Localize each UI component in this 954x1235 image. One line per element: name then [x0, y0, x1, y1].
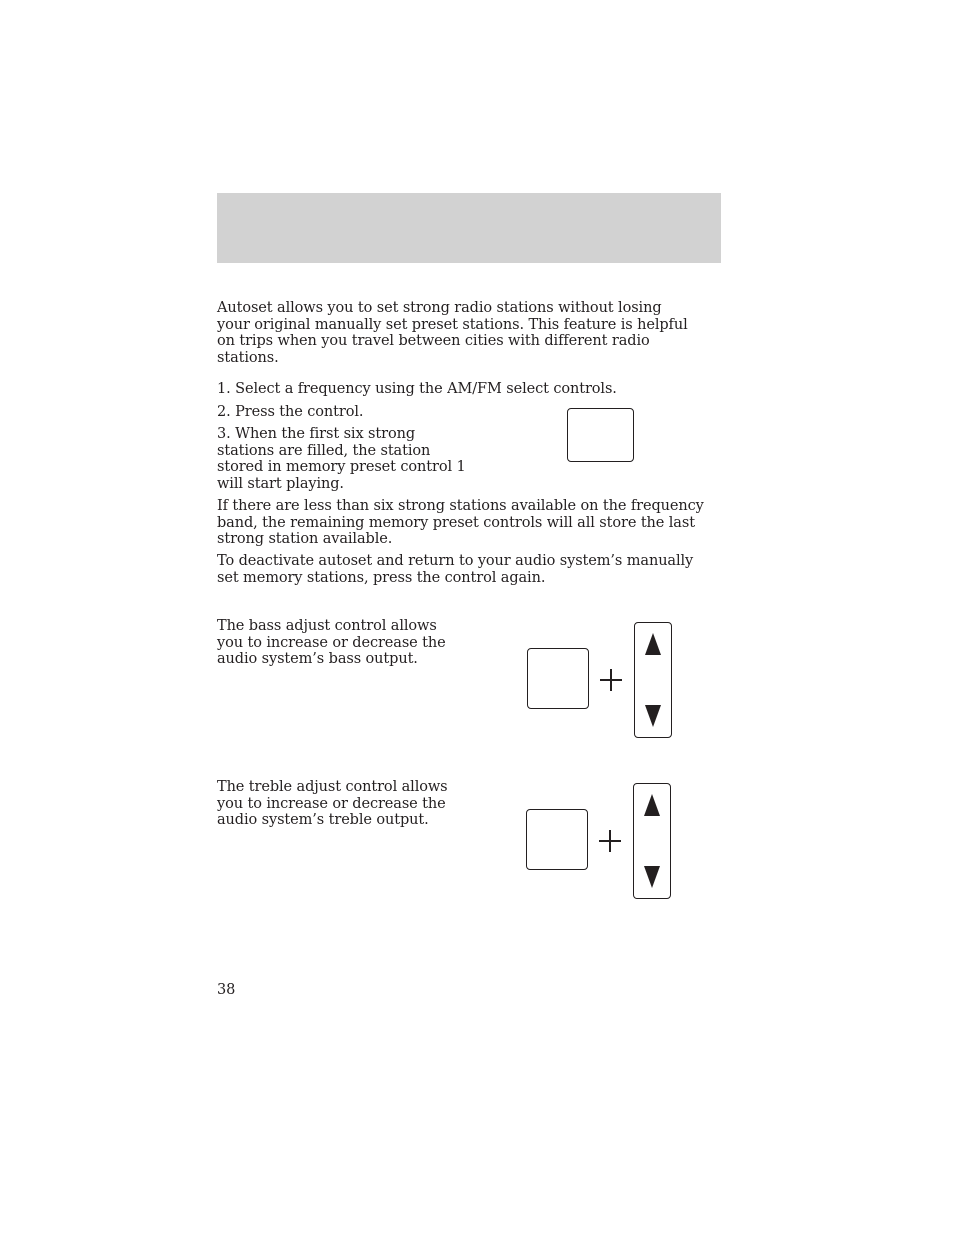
- arrow-up-icon: [644, 794, 660, 816]
- page-number: 38: [217, 982, 236, 998]
- plus-icon: [599, 830, 621, 852]
- arrow-up-icon: [645, 633, 661, 655]
- bass-description: The bass adjust control allows you to increase or decrease the audio system’s bass output.: [217, 618, 446, 668]
- treble-control-icon: [526, 809, 588, 870]
- step-1: 1. Select a frequency using the AM/FM select controls.: [217, 381, 617, 397]
- step-2: 2. Press the control.: [217, 404, 364, 420]
- plus-icon: [600, 669, 622, 691]
- section-header-bar: [217, 193, 721, 263]
- treble-description: The treble adjust control allows you to increase or decrease the audio system’s treble output.: [217, 779, 448, 829]
- arrow-down-icon: [645, 705, 661, 727]
- up-down-rocker-icon: [633, 783, 671, 899]
- autoset-control-icon: [567, 408, 634, 462]
- step-3: 3. When the first six strong stations are filled, the station stored in memory preset control 1 will start playing.: [217, 426, 466, 492]
- up-down-rocker-icon: [634, 622, 672, 738]
- note-deactivate: To deactivate autoset and return to your audio system’s manually set memory stations, press the control again.: [217, 553, 694, 586]
- note-fewer-stations: If there are less than six strong stations available on the frequency band, the remaining memory preset controls will all store the last strong station available.: [217, 498, 704, 548]
- bass-control-icon: [527, 648, 589, 709]
- arrow-down-icon: [644, 866, 660, 888]
- autoset-intro: Autoset allows you to set strong radio stations without losing your original manually set preset stations. This feature is helpful on trips when you travel between cities with different radio stations.: [217, 300, 688, 366]
